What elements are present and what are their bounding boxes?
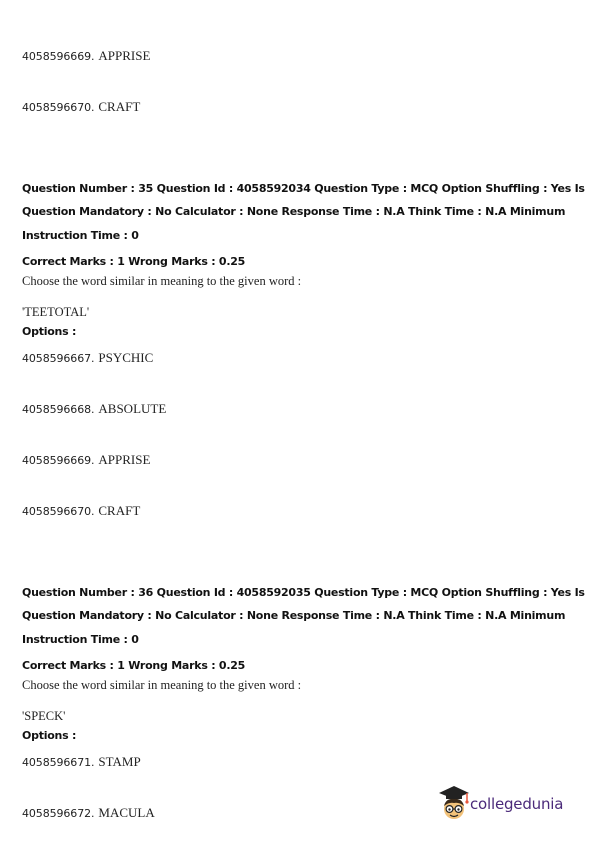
marks-info: Correct Marks : 1 Wrong Marks : 0.25 (22, 255, 246, 268)
option-item: 4058596667. PSYCHIC (22, 350, 154, 365)
option-item: 4058596670. CRAFT (22, 99, 141, 114)
question-header: Question Number : 35 Question Id : 4058592034 Question Type : MCQ Option Shuffling : Yes Is (22, 182, 585, 195)
options-label: Options : (22, 325, 77, 338)
logo-text: collegedunia (470, 795, 564, 813)
question-header: Instruction Time : 0 (22, 229, 139, 242)
question-word: 'SPECK' (22, 709, 66, 723)
options-label: Options : (22, 729, 77, 742)
marks-info: Correct Marks : 1 Wrong Marks : 0.25 (22, 659, 246, 672)
question-word: 'TEETOTAL' (22, 305, 90, 319)
option-item: 4058596669. APPRISE (22, 48, 151, 63)
question-prompt: Choose the word similar in meaning to the given word : (22, 678, 302, 692)
option-item: 4058596671. STAMP (22, 754, 141, 769)
question-header: Question Mandatory : No Calculator : None Response Time : N.A Think Time : N.A Minimum (22, 609, 566, 622)
question-header: Question Mandatory : No Calculator : None Response Time : N.A Think Time : N.A Minimum (22, 205, 566, 218)
mascot-icon (437, 784, 471, 824)
option-item: 4058596672. MACULA (22, 805, 155, 820)
option-item: 4058596669. APPRISE (22, 452, 151, 467)
collegedunia-logo (437, 784, 572, 824)
question-prompt: Choose the word similar in meaning to the given word : (22, 274, 302, 288)
option-item: 4058596670. CRAFT (22, 503, 141, 518)
question-header: Question Number : 36 Question Id : 4058592035 Question Type : MCQ Option Shuffling : Yes Is (22, 586, 585, 599)
question-header: Instruction Time : 0 (22, 633, 139, 646)
option-item: 4058596668. ABSOLUTE (22, 401, 167, 416)
